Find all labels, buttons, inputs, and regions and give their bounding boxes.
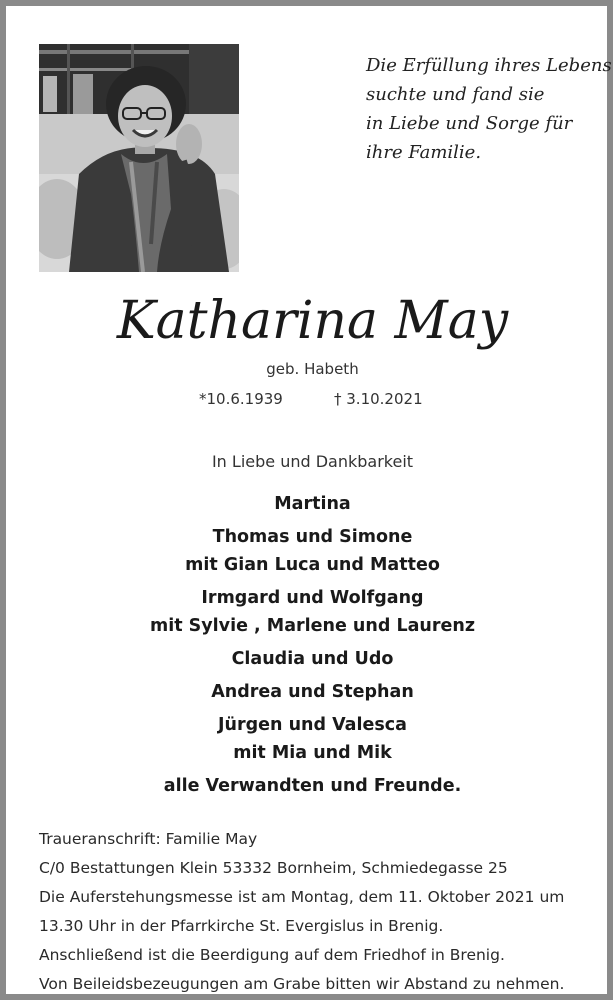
death-date: † 3.10.2021 — [334, 390, 423, 408]
mourner-line: mit Gian Luca und Matteo — [185, 555, 440, 575]
info-line: Von Beileidsbezeugungen am Grabe bitten wir Abstand zu nehmen. — [39, 975, 565, 993]
deceased-name: Katharina May — [116, 291, 509, 351]
mourner-line: mit Mia und Mik — [233, 743, 392, 763]
mourners-intro: In Liebe und Dankbarkeit — [211, 452, 414, 471]
portrait-image — [39, 44, 239, 272]
portrait-photo — [39, 44, 239, 272]
info-line: Anschließend ist die Beerdigung auf dem Friedhof in Brenig. — [39, 946, 505, 964]
info-line: Traueranschrift: Familie May — [39, 830, 258, 848]
quote-line: in Liebe und Sorge für — [366, 113, 573, 134]
quote-line: ihre Familie. — [366, 142, 482, 163]
mourner-line: mit Sylvie , Marlene und Laurenz — [149, 616, 476, 636]
mourner-line: Jürgen und Valesca — [218, 715, 407, 735]
birth-date: *10.6.1939 — [199, 390, 283, 408]
mourner-line: alle Verwandten und Freunde. — [163, 776, 462, 796]
mourner-line: Claudia und Udo — [231, 649, 394, 669]
quote-line: Die Erfüllung ihres Lebens — [366, 55, 612, 76]
mourner-line: Andrea und Stephan — [211, 682, 414, 702]
mourner-line: Irmgard und Wolfgang — [201, 588, 424, 608]
maiden-name: geb. Habeth — [266, 360, 359, 378]
info-line: Die Auferstehungsmesse ist am Montag, dem 11. Oktober 2021 um — [39, 888, 565, 906]
info-line: C/0 Bestattungen Klein 53332 Bornheim, Schmiedegasse 25 — [39, 859, 508, 877]
mourners-list — [6, 490, 613, 800]
quote-line: suchte und fand sie — [366, 84, 545, 105]
info-line: 13.30 Uhr in der Pfarrkirche St. Evergislus in Brenig. — [39, 917, 444, 935]
funeral-info — [39, 825, 564, 999]
mourner-line: Martina — [274, 494, 351, 514]
quote-block — [366, 51, 612, 167]
mourner-line: Thomas und Simone — [212, 527, 413, 547]
